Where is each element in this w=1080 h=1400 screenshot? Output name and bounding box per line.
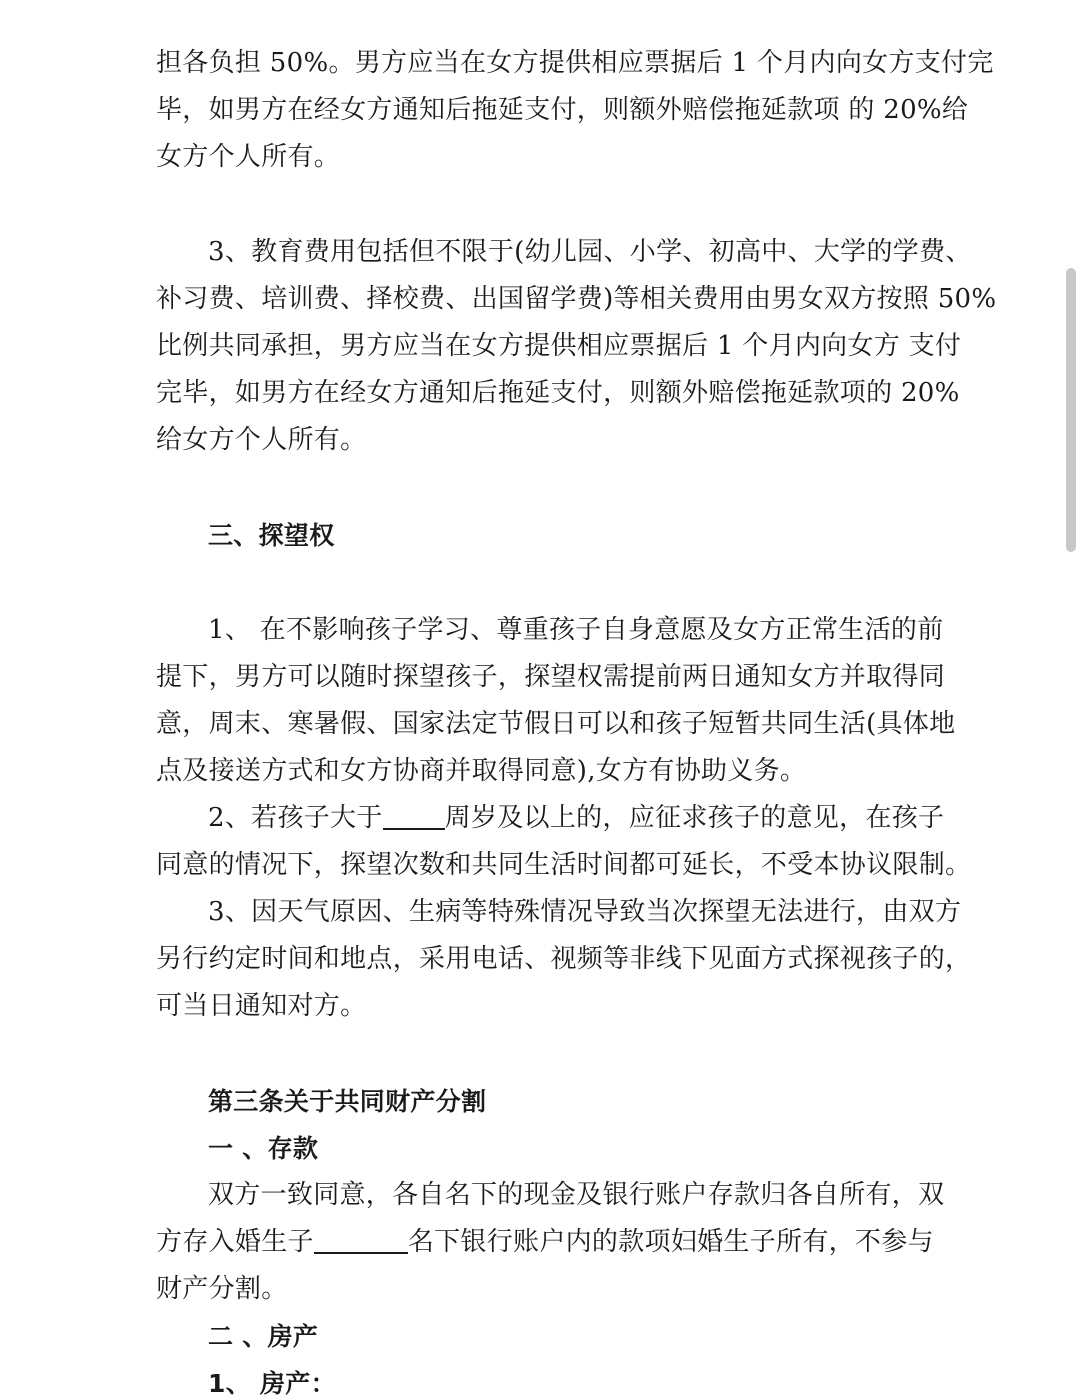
text-line: 同意的情况下，探望次数和共同生活时间都可延长，不受本协议限制。 [156, 850, 972, 880]
text-line [156, 795, 945, 842]
text-line: 双方一致同意，各自名下的现金及银行账户存款归各自所有，双 [208, 1180, 945, 1210]
text-line: 可当日通知对方。 [156, 991, 367, 1021]
text-line: 3、教育费用包括但不限于(幼儿园、小学、初高中、大学的学费、 [208, 237, 972, 267]
paragraph-gap [156, 1030, 926, 1078]
article-heading: 第三条关于共同财产分割 [208, 1087, 487, 1116]
subsection-heading: 1、 房产： [208, 1369, 336, 1398]
subsection-heading: 一 、存款 [208, 1134, 319, 1163]
text-line: 点及接送方式和女方协商并取得同意),女方有协助义务。 [156, 756, 807, 786]
paragraph-gap [156, 559, 926, 607]
text-segment: 2、若孩子大于 [208, 803, 383, 833]
subsection-heading: 二 、房产 [208, 1322, 319, 1351]
text-segment: 方存入婚生子 [156, 1227, 314, 1257]
paragraph-gap [156, 464, 926, 512]
text-line: 另行约定时间和地点，采用电话、视频等非线下见面方式探视孩子的， [156, 944, 972, 974]
text-line: 比例共同承担，男方应当在女方提供相应票据后 1 个月内向女方 支付 [156, 331, 962, 361]
text-line: 提下，男方可以随时探望孩子，探望权需提前两日通知女方并取得同 [156, 662, 946, 692]
fill-in-blank [314, 1222, 408, 1254]
text-line: 补习费、培训费、择校费、出国留学费)等相关费用由男女双方按照 50% [156, 284, 997, 314]
paragraph-gap [156, 181, 926, 229]
text-line: 担各负担 50%。男方应当在女方提供相应票据后 1 个月内向女方支付完 [156, 48, 994, 78]
text-line: 完毕，如男方在经女方通知后拖延支付，则额外赔偿拖延款项的 20% [156, 378, 960, 408]
text-line [156, 1219, 934, 1266]
text-line: 毕，如男方在经女方通知后拖延支付，则额外赔偿拖延款项 的 20%给 [156, 95, 969, 125]
text-line: 1、 在不影响孩子学习、尊重孩子自身意愿及女方正常生活的前 [208, 615, 944, 645]
text-segment: 名下银行账户内的款项妇婚生子所有，不参与 [407, 1227, 934, 1257]
text-line: 女方个人所有。 [156, 142, 341, 172]
document-body [156, 40, 997, 1400]
text-line: 财产分割。 [156, 1274, 288, 1304]
vertical-scrollbar[interactable] [1064, 0, 1076, 1400]
section-heading: 三、探望权 [208, 521, 335, 550]
fill-in-blank [383, 798, 445, 830]
text-line: 意，周末、寒暑假、国家法定节假日可以和孩子短暂共同生活(具体地 [156, 709, 956, 739]
text-line: 给女方个人所有。 [156, 425, 367, 455]
text-segment: 周岁及以上的，应征求孩子的意见，在孩子 [444, 803, 945, 833]
text-line: 3、因天气原因、生病等特殊情况导致当次探望无法进行，由双方 [208, 897, 962, 927]
scrollbar-thumb[interactable] [1066, 268, 1076, 552]
